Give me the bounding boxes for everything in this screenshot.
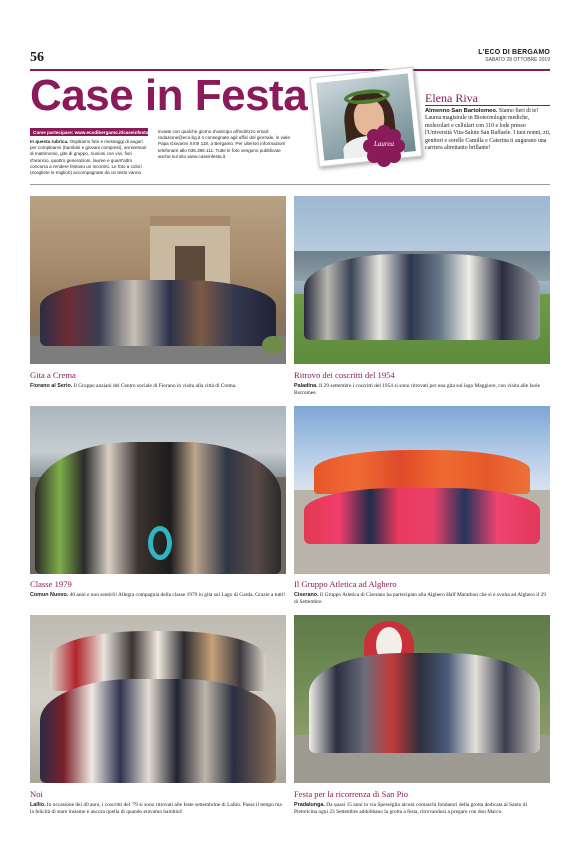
page-number: 56 — [30, 50, 44, 65]
story-body-2: Il 29 settembre i coscritti del 1954 si sono ritrovati per una gita sul lago Maggiore, con visita alle Isole Borromee. — [294, 383, 540, 396]
story-text-6 — [294, 802, 550, 816]
photo-gita-crema — [30, 196, 286, 364]
feature-name: Elena Riva — [425, 91, 478, 105]
story-title-5: Noi — [30, 789, 43, 799]
badge-label: Laurea — [374, 140, 394, 148]
story-text-1 — [30, 383, 286, 390]
story-body-5: In occasione dei 40 anni, i coscritti del '79 si sono ritrovati alle feste settembrine di Lallio. Passa il tempo ma la felicità di stare insieme è ancora quella di quando eravamo bambini! — [30, 802, 282, 815]
intro-column-b: inviate con qualche giorno d'anticipo all'indirizzo email: redazione@eco.bg.it o consegnate agli uffici del giornale, in viale Papa Giovanni XXIII 118, a Bergamo. Per ulteriori informazioni telefonare allo 035.386.111. Tutte le foto vengono pubblicate anche sul sito www.caseinfesta.it — [158, 129, 291, 159]
story-body-6: Da quasi 15 anni in via Sperséglio alcuni comaschi fondatori della grotta dedicata al Santo di Pietrelcina ogni 23 Settembre addobbano la grotta a festa, ritrovandosi a pregare con don Marco. — [294, 802, 527, 815]
participate-link[interactable]: Come partecipare: www.ecodibergamo.it/caseinfesta — [30, 128, 148, 136]
newspaper-name: L'ECO DI BERGAMO — [478, 49, 550, 56]
photo-gruppo-atletica — [294, 406, 550, 574]
photo-noi — [30, 615, 286, 783]
story-body-3: 40 anni e non sentirli! Allegra compagnia della classe 1979 in gita sul Lago di Garda. Grazie a tutti! — [68, 592, 286, 598]
feature-text — [425, 108, 553, 152]
photo-coscritti-1954 — [294, 196, 550, 364]
intro-text-a: Ospitiamo foto e messaggi di auguri per compleanni (bambini e giovani compresi), anniversari di matrimonio, gite di gruppo, riunioni con vivi, fiori d'arancio, quattro generazioni, lauree e quant'altro concorra a rendere festoso un incontro. Le foto a colori (scegliete le migliori) accompagnate da un testo vanno — [30, 139, 147, 176]
story-title-3: Classe 1979 — [30, 579, 72, 589]
story-title-4: Il Gruppo Atletica ad Alghero — [294, 579, 397, 589]
story-place-6: Pradalunga. — [294, 802, 325, 808]
story-place-4: Ciserano. — [294, 592, 319, 598]
intro-lead: In questa rubrica. — [30, 139, 69, 144]
story-title-1: Gita a Crema — [30, 370, 76, 380]
story-body-1: Il Gruppo anziani del Centro sociale di Fiorano in visita alla città di Crema. — [72, 383, 237, 389]
story-place-2: Paladina. — [294, 383, 318, 389]
issue-date: SABATO 28 OTTOBRE 2019 — [485, 57, 550, 63]
story-text-3 — [30, 592, 286, 599]
photo-classe-1979 — [30, 406, 286, 574]
story-place-5: Lallio. — [30, 802, 46, 808]
story-place-3: Comun Nuovo. — [30, 592, 69, 598]
story-text-5 — [30, 802, 286, 816]
feature-rule — [425, 105, 550, 106]
story-title-2: Ritrovo dei coscritti del 1954 — [294, 370, 395, 380]
story-text-4 — [294, 592, 550, 606]
story-place-1: Fiorano al Serio. — [30, 383, 73, 389]
story-title-6: Festa per la ricorrenza di San Pio — [294, 789, 409, 799]
feature-place: Almenno San Bartolomeo. — [425, 108, 498, 114]
story-text-2 — [294, 383, 550, 397]
intro-column-a — [30, 139, 148, 176]
laurea-badge — [362, 124, 406, 168]
story-body-4: Il Gruppo Atletica di Ciserano ha partecipato alla Alghero Half Marathon che si è svolta ad Alghero il 29 di Settembre. — [294, 592, 546, 605]
section-title: Case in Festa — [30, 71, 308, 120]
section-divider — [30, 184, 550, 185]
feature-body: Siamo fieri di te! Laurea magistrale in Biotecnologie mediche, molecolari e cellulari con 110 e lode presso l'Università Vita-Salute San Raffaele. I tuoi nonni, zii, genitori e sorelle Camilla e Caterina ti augurano una carriera altrettanto brillante! — [425, 108, 551, 152]
photo-san-pio — [294, 615, 550, 783]
masthead — [478, 49, 550, 63]
